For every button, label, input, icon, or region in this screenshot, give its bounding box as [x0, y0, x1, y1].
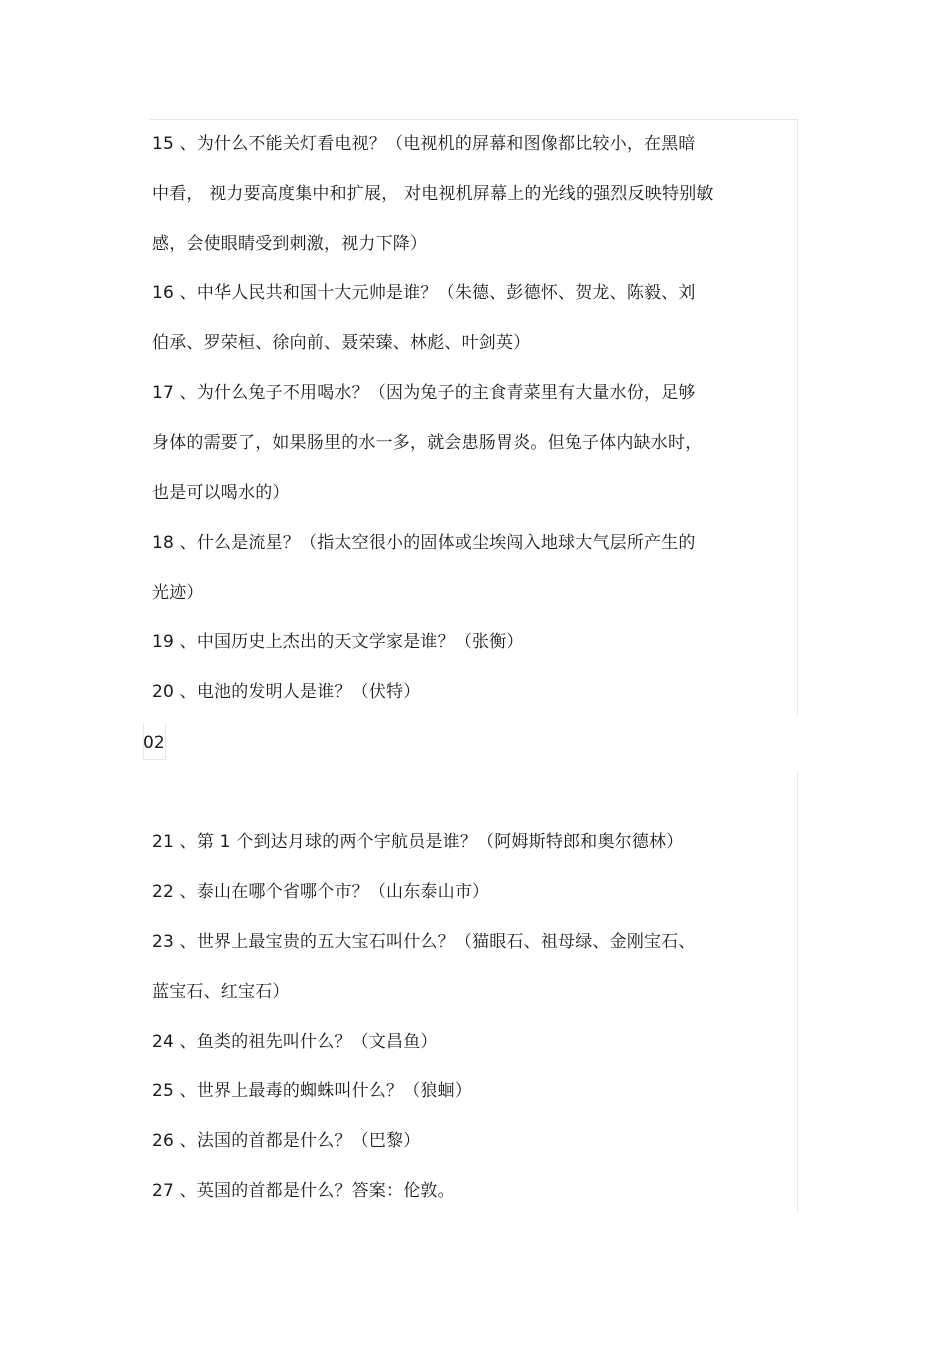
text-line: 26 、法国的首都是什么？（巴黎）	[152, 1131, 421, 1151]
text-line: 身体的需要了，如果肠里的水一多，就会患肠胃炎。但兔子体内缺水时，	[152, 433, 703, 453]
text-line: 伯承、罗荣桓、徐向前、聂荣臻、林彪、叶剑英）	[152, 333, 531, 353]
text-line: 18 、什么是流星？（指太空很小的固体或尘埃闯入地球大气层所产生的	[152, 533, 696, 553]
text-line: 光迹）	[152, 583, 204, 603]
text-line: 蓝宝石、红宝石）	[152, 982, 290, 1002]
text-line: 20 、电池的发明人是谁？（伏特）	[152, 682, 421, 702]
content-frame-top	[150, 119, 798, 715]
text-line: 中看， 视力要高度集中和扩展， 对电视机屏幕上的光线的强烈反映特别敏	[152, 184, 714, 204]
text-line: 17 、为什么兔子不用喝水？（因为兔子的主食青菜里有大量水份，足够	[152, 383, 696, 403]
text-line: 16 、中华人民共和国十大元帅是谁？（朱德、彭德怀、贺龙、陈毅、刘	[152, 283, 696, 303]
text-line: 15 、为什么不能关灯看电视？（电视机的屏幕和图像都比较小，在黑暗	[152, 134, 696, 154]
text-line: 23 、世界上最宝贵的五大宝石叫什么？（猫眼石、祖母绿、金刚宝石、	[152, 932, 696, 952]
section-label: 02	[143, 733, 165, 753]
text-line: 也是可以喝水的）	[152, 483, 290, 503]
text-line: 21 、第 1 个到达月球的两个宇航员是谁？（阿姆斯特郎和奥尔德林）	[152, 832, 684, 852]
text-line: 感，会使眼睛受到刺激，视力下降）	[152, 234, 428, 254]
text-line: 19 、中国历史上杰出的天文学家是谁？（张衡）	[152, 632, 524, 652]
text-line: 22 、泰山在哪个省哪个市？（山东泰山市）	[152, 882, 490, 902]
text-line: 27 、英国的首都是什么？答案：伦敦。	[152, 1181, 455, 1201]
text-line: 24 、鱼类的祖先叫什么？（文昌鱼）	[152, 1032, 438, 1052]
text-line: 25 、世界上最毒的蜘蛛叫什么？（狼蛔）	[152, 1081, 473, 1101]
